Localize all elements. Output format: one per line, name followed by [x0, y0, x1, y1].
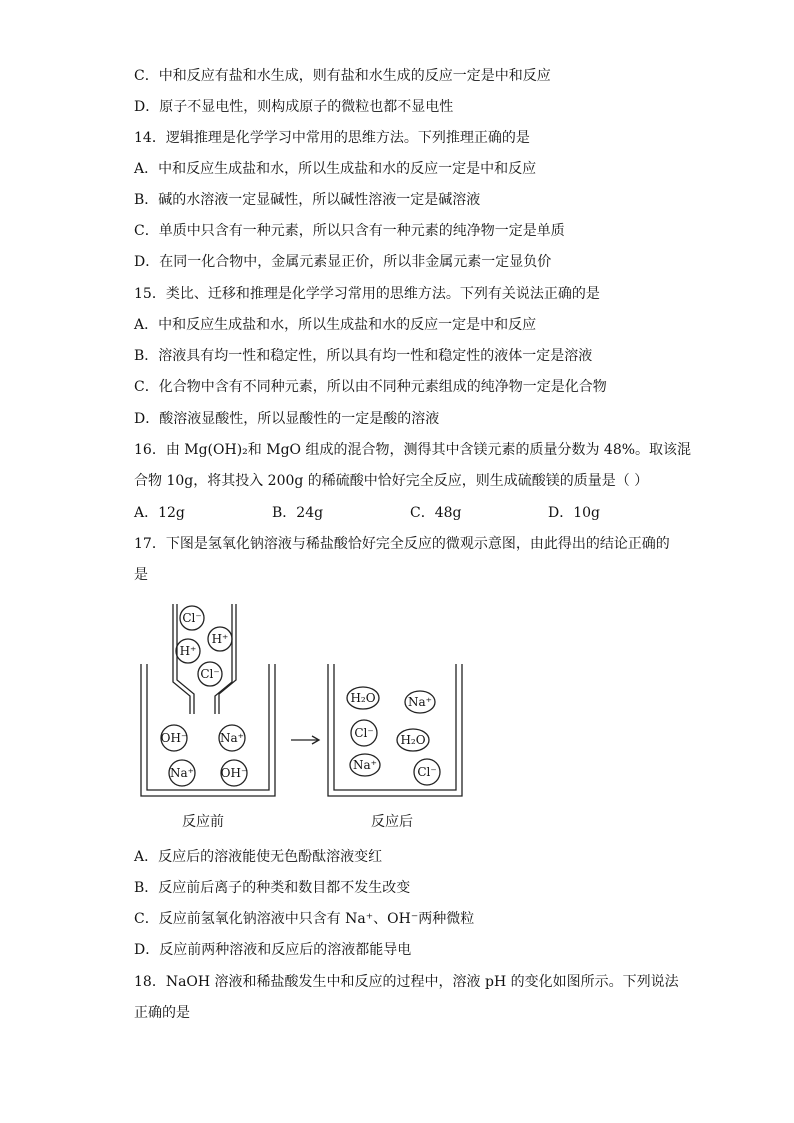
- option-14d: D．在同一化合物中，金属元素显正价，所以非金属元素一定显负价: [134, 254, 552, 270]
- ion-particle: [208, 627, 232, 651]
- question-17-line-2: 是: [134, 567, 148, 583]
- caption-before: 反应前: [182, 814, 224, 830]
- beaker-before: [141, 664, 275, 796]
- ion-particle: [176, 639, 200, 663]
- option-15c: C．化合物中含有不同种元素，所以由不同种元素组成的纯净物一定是化合物: [134, 379, 607, 395]
- option-17b: B．反应前后离子的种类和数目都不发生改变: [134, 880, 411, 896]
- ion-particle: [221, 760, 248, 786]
- ion-label: Cl⁻: [417, 765, 437, 779]
- ion-label: OH⁻: [160, 731, 188, 745]
- option-17d: D．反应前两种溶液和反应后的溶液都能导电: [134, 942, 412, 958]
- option-14a: A．中和反应生成盐和水，所以生成盐和水的反应一定是中和反应: [134, 161, 537, 177]
- ion-label: OH⁻: [220, 766, 248, 780]
- question-16-line-1: 16．由 Mg(OH)₂和 MgO 组成的混合物，测得其中含镁元素的质量分数为 48%。取该混: [134, 442, 692, 458]
- reaction-diagram-svg: [130, 598, 470, 838]
- option-16a: A．12g: [134, 505, 185, 521]
- reaction-diagram: [130, 598, 470, 838]
- ion-label: H₂O: [400, 733, 426, 747]
- ion-particle: [405, 691, 435, 713]
- ion-label: Na⁺: [353, 758, 377, 772]
- ion-particle: [397, 729, 429, 751]
- question-18-line-2: 正确的是: [134, 1005, 190, 1021]
- question-16-line-2: 合物 10g，将其投入 200g 的稀硫酸中恰好完全反应，则生成硫酸镁的质量是（ ）: [134, 473, 649, 489]
- option-14b: B．碱的水溶液一定显碱性，所以碱性溶液一定是碱溶液: [134, 192, 481, 208]
- option-16d: D．10g: [548, 505, 601, 521]
- question-18-line-1: 18．NaOH 溶液和稀盐酸发生中和反应的过程中，溶液 pH 的变化如图所示。下列说法: [134, 974, 679, 990]
- option-17a: A．反应后的溶液能使无色酚酞溶液变红: [134, 849, 383, 865]
- ion-label: Na⁺: [408, 695, 432, 709]
- ion-particle: [350, 754, 380, 776]
- ion-particle: [161, 725, 188, 751]
- ion-particle: [414, 759, 440, 785]
- question-17-line-1: 17．下图是氢氧化钠溶液与稀盐酸恰好完全反应的微观示意图，由此得出的结论正确的: [134, 536, 670, 552]
- option-16b: B．24g: [272, 505, 324, 521]
- ion-particle: [347, 687, 379, 709]
- ion-particle: [219, 725, 245, 751]
- ion-particle: [351, 720, 377, 746]
- option-13c: C．中和反应有盐和水生成，则有盐和水生成的反应一定是中和反应: [134, 68, 551, 84]
- ion-label: H₂O: [350, 691, 376, 705]
- reaction-arrow: [291, 736, 319, 744]
- ion-label: Na⁺: [220, 731, 244, 745]
- question-15: 15．类比、迁移和推理是化学学习常用的思维方法。下列有关说法正确的是: [134, 286, 600, 302]
- option-15a: A．中和反应生成盐和水，所以生成盐和水的反应一定是中和反应: [134, 317, 537, 333]
- option-15d: D．酸溶液显酸性，所以显酸性的一定是酸的溶液: [134, 411, 440, 427]
- option-16c: C．48g: [410, 505, 462, 521]
- option-15b: B．溶液具有均一性和稳定性，所以具有均一性和稳定性的液体一定是溶液: [134, 348, 593, 364]
- ion-particle: [180, 606, 204, 630]
- option-14c: C．单质中只含有一种元素，所以只含有一种元素的纯净物一定是单质: [134, 223, 565, 239]
- ion-particle: [169, 760, 195, 786]
- question-14: 14．逻辑推理是化学学习中常用的思维方法。下列推理正确的是: [134, 130, 530, 146]
- ion-label: H⁺: [211, 632, 229, 646]
- ion-label: Cl⁻: [182, 611, 202, 625]
- ion-label: Na⁺: [170, 766, 194, 780]
- option-17c: C．反应前氢氧化钠溶液中只含有 Na⁺、OH⁻两种微粒: [134, 911, 475, 927]
- option-13d: D．原子不显电性，则构成原子的微粒也都不显电性: [134, 99, 454, 115]
- ion-label: H⁺: [179, 644, 197, 658]
- beaker-after: [328, 664, 462, 796]
- ion-label: Cl⁻: [354, 726, 374, 740]
- ion-label: Cl⁻: [200, 667, 220, 681]
- caption-after: 反应后: [371, 814, 413, 830]
- ion-particle: [198, 662, 222, 686]
